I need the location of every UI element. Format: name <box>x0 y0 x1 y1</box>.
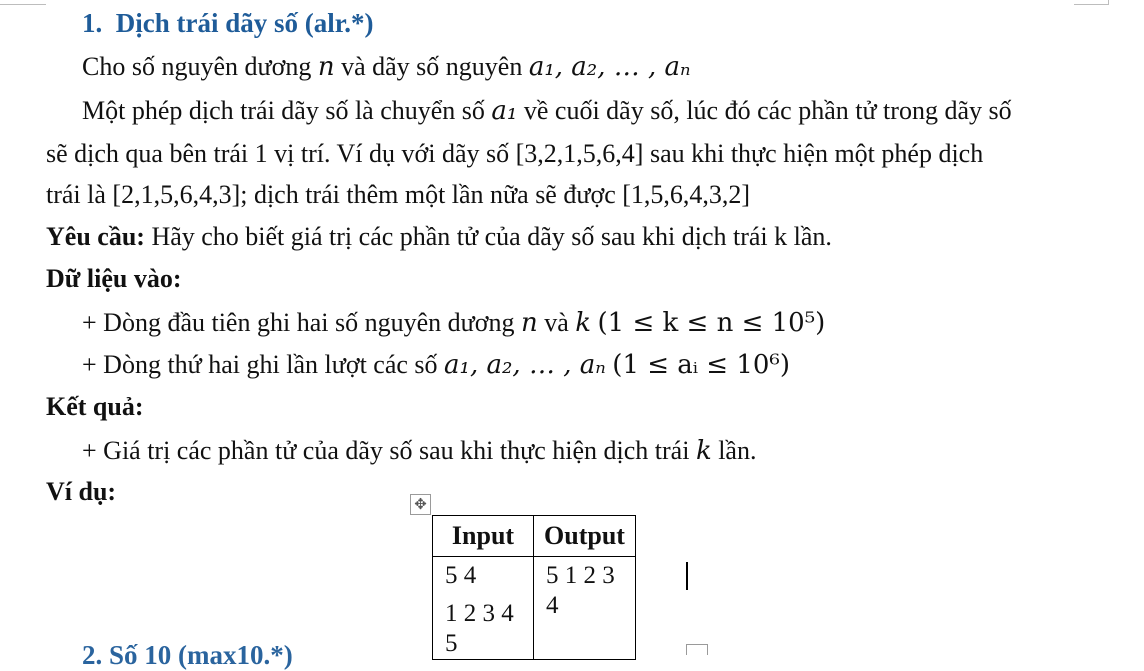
margin-mark-top-left <box>0 0 46 5</box>
output-cell[interactable] <box>534 557 636 660</box>
input-line-1: + Dòng đầu tiên ghi hai số nguyên dương n và k (1 ≤ k ≤ n ≤ 10⁵) <box>82 308 826 338</box>
paragraph-line-1: Một phép dịch trái dãy số là chuyển số a₁ về cuối dãy số, lúc đó các phần tử trong dãy số <box>82 96 1012 126</box>
example-table <box>432 515 636 660</box>
var-n: n <box>317 52 335 82</box>
text-cursor <box>686 562 688 590</box>
input-line-2: + Dòng thứ hai ghi lần lượt các số a₁, a₂, … , aₙ (1 ≤ aᵢ ≤ 10⁶) <box>82 350 790 380</box>
output-line: + Giá trị các phần tử của dãy số sau khi thực hiện dịch trái k lần. <box>82 436 757 466</box>
requirement-text: Hãy cho biết giá trị các phần tử của dãy số sau khi dịch trái k lần. <box>151 222 832 251</box>
intro-line: Cho số nguyên dương n và dãy số nguyên a₁, a₂, … , aₙ <box>82 52 691 82</box>
header-output: Output <box>534 516 636 557</box>
requirement-line <box>46 222 832 252</box>
table-resize-handle[interactable] <box>686 644 708 655</box>
sequence-notation: a₁, a₂, … , aₙ <box>528 52 691 82</box>
var-a1: a₁ <box>491 96 518 126</box>
paragraph-line-3: trái là [2,1,5,6,4,3]; dịch trái thêm một lần nữa sẽ được [1,5,6,4,3,2] <box>46 180 751 209</box>
section-heading <box>82 8 374 39</box>
output-line: 5 1 2 3 4 <box>546 562 615 619</box>
heading-number: 1. <box>82 8 103 38</box>
input-cell[interactable] <box>433 557 534 660</box>
input-section-label: Dữ liệu vào: <box>46 264 182 293</box>
margin-mark-top-right <box>1074 0 1109 5</box>
constraint-n-k: (1 ≤ k ≤ n ≤ 10⁵) <box>597 308 826 338</box>
input-line: 5 4 <box>445 562 477 589</box>
next-heading-partial: 2. Số 10 (max10.*) <box>82 640 293 670</box>
table-row <box>433 557 636 660</box>
heading-title: Dịch trái dãy số (alr.*) <box>115 8 374 38</box>
example-label: Ví dụ: <box>46 477 117 506</box>
output-section-label: Kết quả: <box>46 392 144 421</box>
table-move-handle-icon[interactable]: ✥ <box>410 494 431 515</box>
table-header-row <box>433 516 636 557</box>
paragraph-line-2: sẽ dịch qua bên trái 1 vị trí. Ví dụ với dãy số [3,2,1,5,6,4] sau khi thực hiện một phép dịch <box>46 139 984 168</box>
input-line: 1 2 3 4 5 <box>445 600 514 657</box>
requirement-label: Yêu cầu: <box>46 222 145 251</box>
header-input: Input <box>433 516 534 557</box>
constraint-ai: (1 ≤ aᵢ ≤ 10⁶) <box>612 350 790 380</box>
